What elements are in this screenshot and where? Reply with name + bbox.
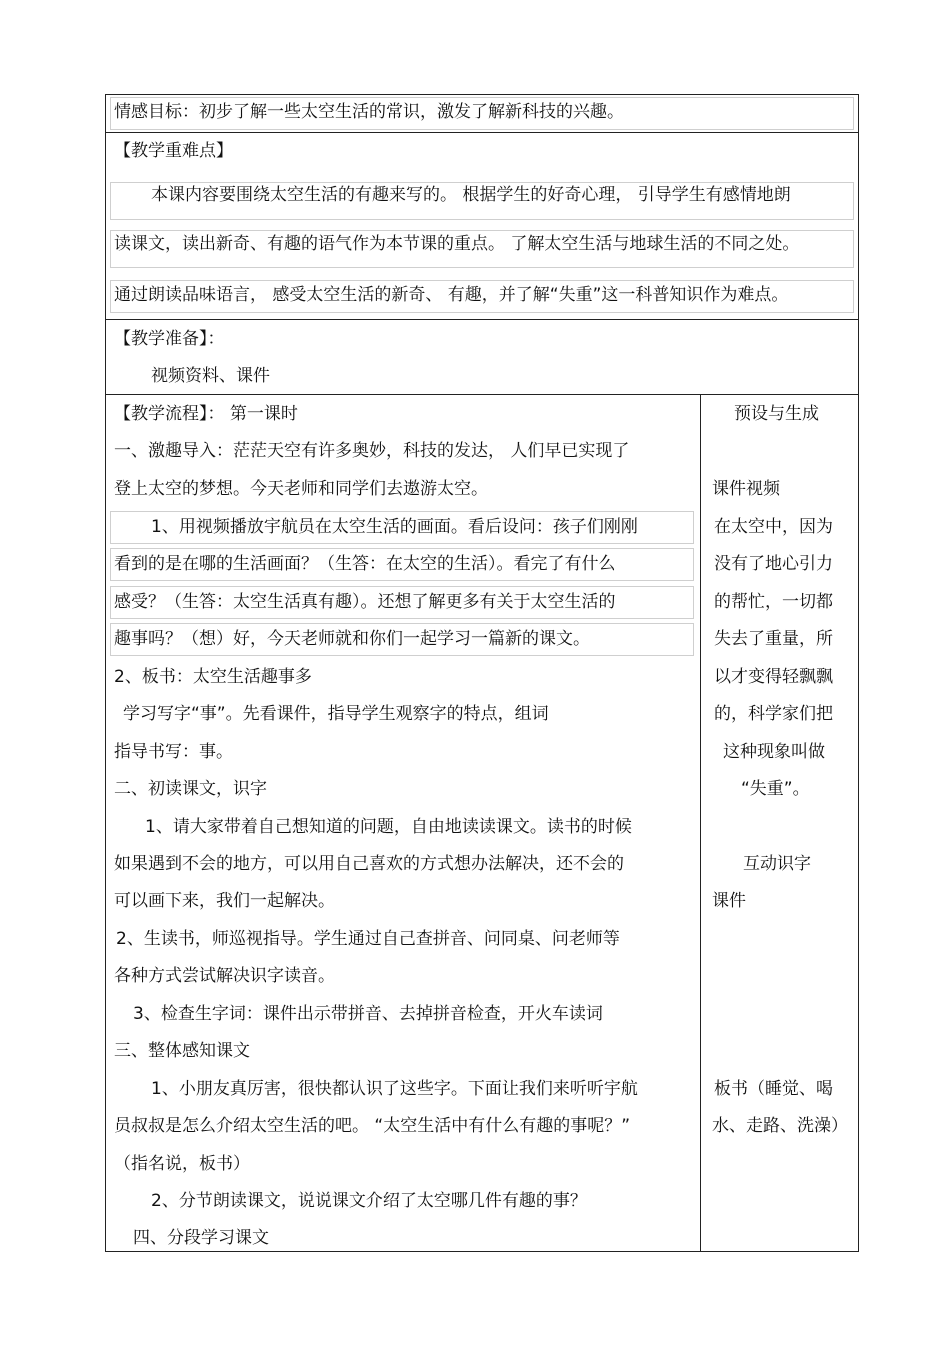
row-divider-3 — [105, 394, 859, 395]
table-border-top — [105, 94, 859, 95]
process-line: 2、生读书，师巡视指导。学生通过自己查拼音、问同桌、问老师等 — [116, 929, 620, 949]
affective-goal: 情感目标：初步了解一些太空生活的常识，激发了解新科技的兴趣。 — [114, 102, 624, 122]
key-points-line: 读课文，读出新奇、有趣的语气作为本节课的重点。 了解太空生活与地球生活的不同之处。 — [114, 234, 800, 254]
side-line: 失去了重量，所 — [714, 629, 833, 649]
process-line: 2、分节朗读课文，说说课文介绍了太空哪几件有趣的事？ — [151, 1191, 587, 1211]
process-line: 可以画下来，我们一起解决。 — [114, 891, 335, 911]
preparation-content: 视频资料、课件 — [151, 366, 270, 386]
key-points-heading: 【教学重难点】 — [114, 141, 233, 161]
side-line: 在太空中，因为 — [714, 517, 833, 537]
process-line: 趣事吗？（想）好，今天老师就和你们一起学习一篇新的课文。 — [114, 629, 590, 649]
preparation-heading: 【教学准备】： — [114, 329, 225, 349]
process-line: 学习写字“事”。先看课件，指导学生观察字的特点，组词 — [123, 704, 549, 724]
side-line: 以才变得轻飘飘 — [714, 667, 833, 687]
process-line: 登上太空的梦想。今天老师和同学们去遨游太空。 — [114, 479, 488, 499]
process-line: 1、请大家带着自己想知道的问题，自由地读读课文。读书的时候 — [145, 817, 632, 837]
process-line: （指名说，板书） — [114, 1154, 250, 1174]
table-border-bottom — [105, 1251, 859, 1252]
table-border-left — [105, 94, 106, 1252]
side-line: 没有了地心引力 — [714, 554, 833, 574]
key-points-line: 通过朗读品味语言， 感受太空生活的新奇、 有趣，并了解“失重”这一科普知识作为难点。 — [114, 285, 789, 305]
side-line: 互动识字 — [743, 854, 811, 874]
process-line: 指导书写：事。 — [114, 742, 233, 762]
side-line: 的，科学家们把 — [714, 704, 833, 724]
side-line: 这种现象叫做 — [723, 742, 825, 762]
row-divider-2 — [105, 319, 859, 320]
process-line: 2、板书：太空生活趣事多 — [114, 667, 312, 687]
side-line: 水、走路、洗澡） — [712, 1116, 848, 1136]
process-line: 二、初读课文，识字 — [114, 779, 267, 799]
side-line: 的帮忙，一切都 — [714, 592, 833, 612]
process-heading: 【教学流程】： 第一课时 — [114, 404, 298, 424]
side-line: 课件 — [712, 891, 746, 911]
process-line: 感受？（生答：太空生活真有趣）。还想了解更多有关于太空生活的 — [114, 592, 616, 612]
side-line: 板书（睡觉、喝 — [714, 1079, 833, 1099]
process-line: 1、小朋友真厉害，很快都认识了这些字。下面让我们来听听宇航 — [151, 1079, 638, 1099]
process-line: 看到的是在哪的生活画面？（生答：在太空的生活）。看完了有什么 — [114, 554, 616, 574]
key-points-line: 本课内容要围绕太空生活的有趣来写的。 根据学生的好奇心理， 引导学生有感情地朗 — [151, 185, 791, 205]
process-line: 一、激趣导入：茫茫天空有许多奥妙，科技的发达， 人们早已实现了 — [114, 441, 630, 461]
process-line: 三、整体感知课文 — [114, 1041, 250, 1061]
process-line: 各种方式尝试解决识字读音。 — [114, 966, 335, 986]
side-line: “失重”。 — [741, 779, 810, 799]
side-line: 课件视频 — [712, 479, 780, 499]
process-line: 如果遇到不会的地方，可以用自己喜欢的方式想办法解决，还不会的 — [114, 854, 624, 874]
row-divider-1 — [105, 132, 859, 133]
process-line: 1、用视频播放宇航员在太空生活的画面。看后设问：孩子们刚刚 — [151, 517, 638, 537]
side-heading: 预设与生成 — [734, 404, 819, 424]
process-line: 四、分段学习课文 — [133, 1228, 269, 1248]
column-divider — [700, 394, 701, 1252]
process-line: 员叔叔是怎么介绍太空生活的吧。 “太空生活中有什么有趣的事呢？” — [114, 1116, 631, 1136]
process-line: 3、检查生字词：课件出示带拼音、去掉拼音检查，开火车读词 — [133, 1004, 603, 1024]
table-border-right — [858, 94, 859, 1252]
